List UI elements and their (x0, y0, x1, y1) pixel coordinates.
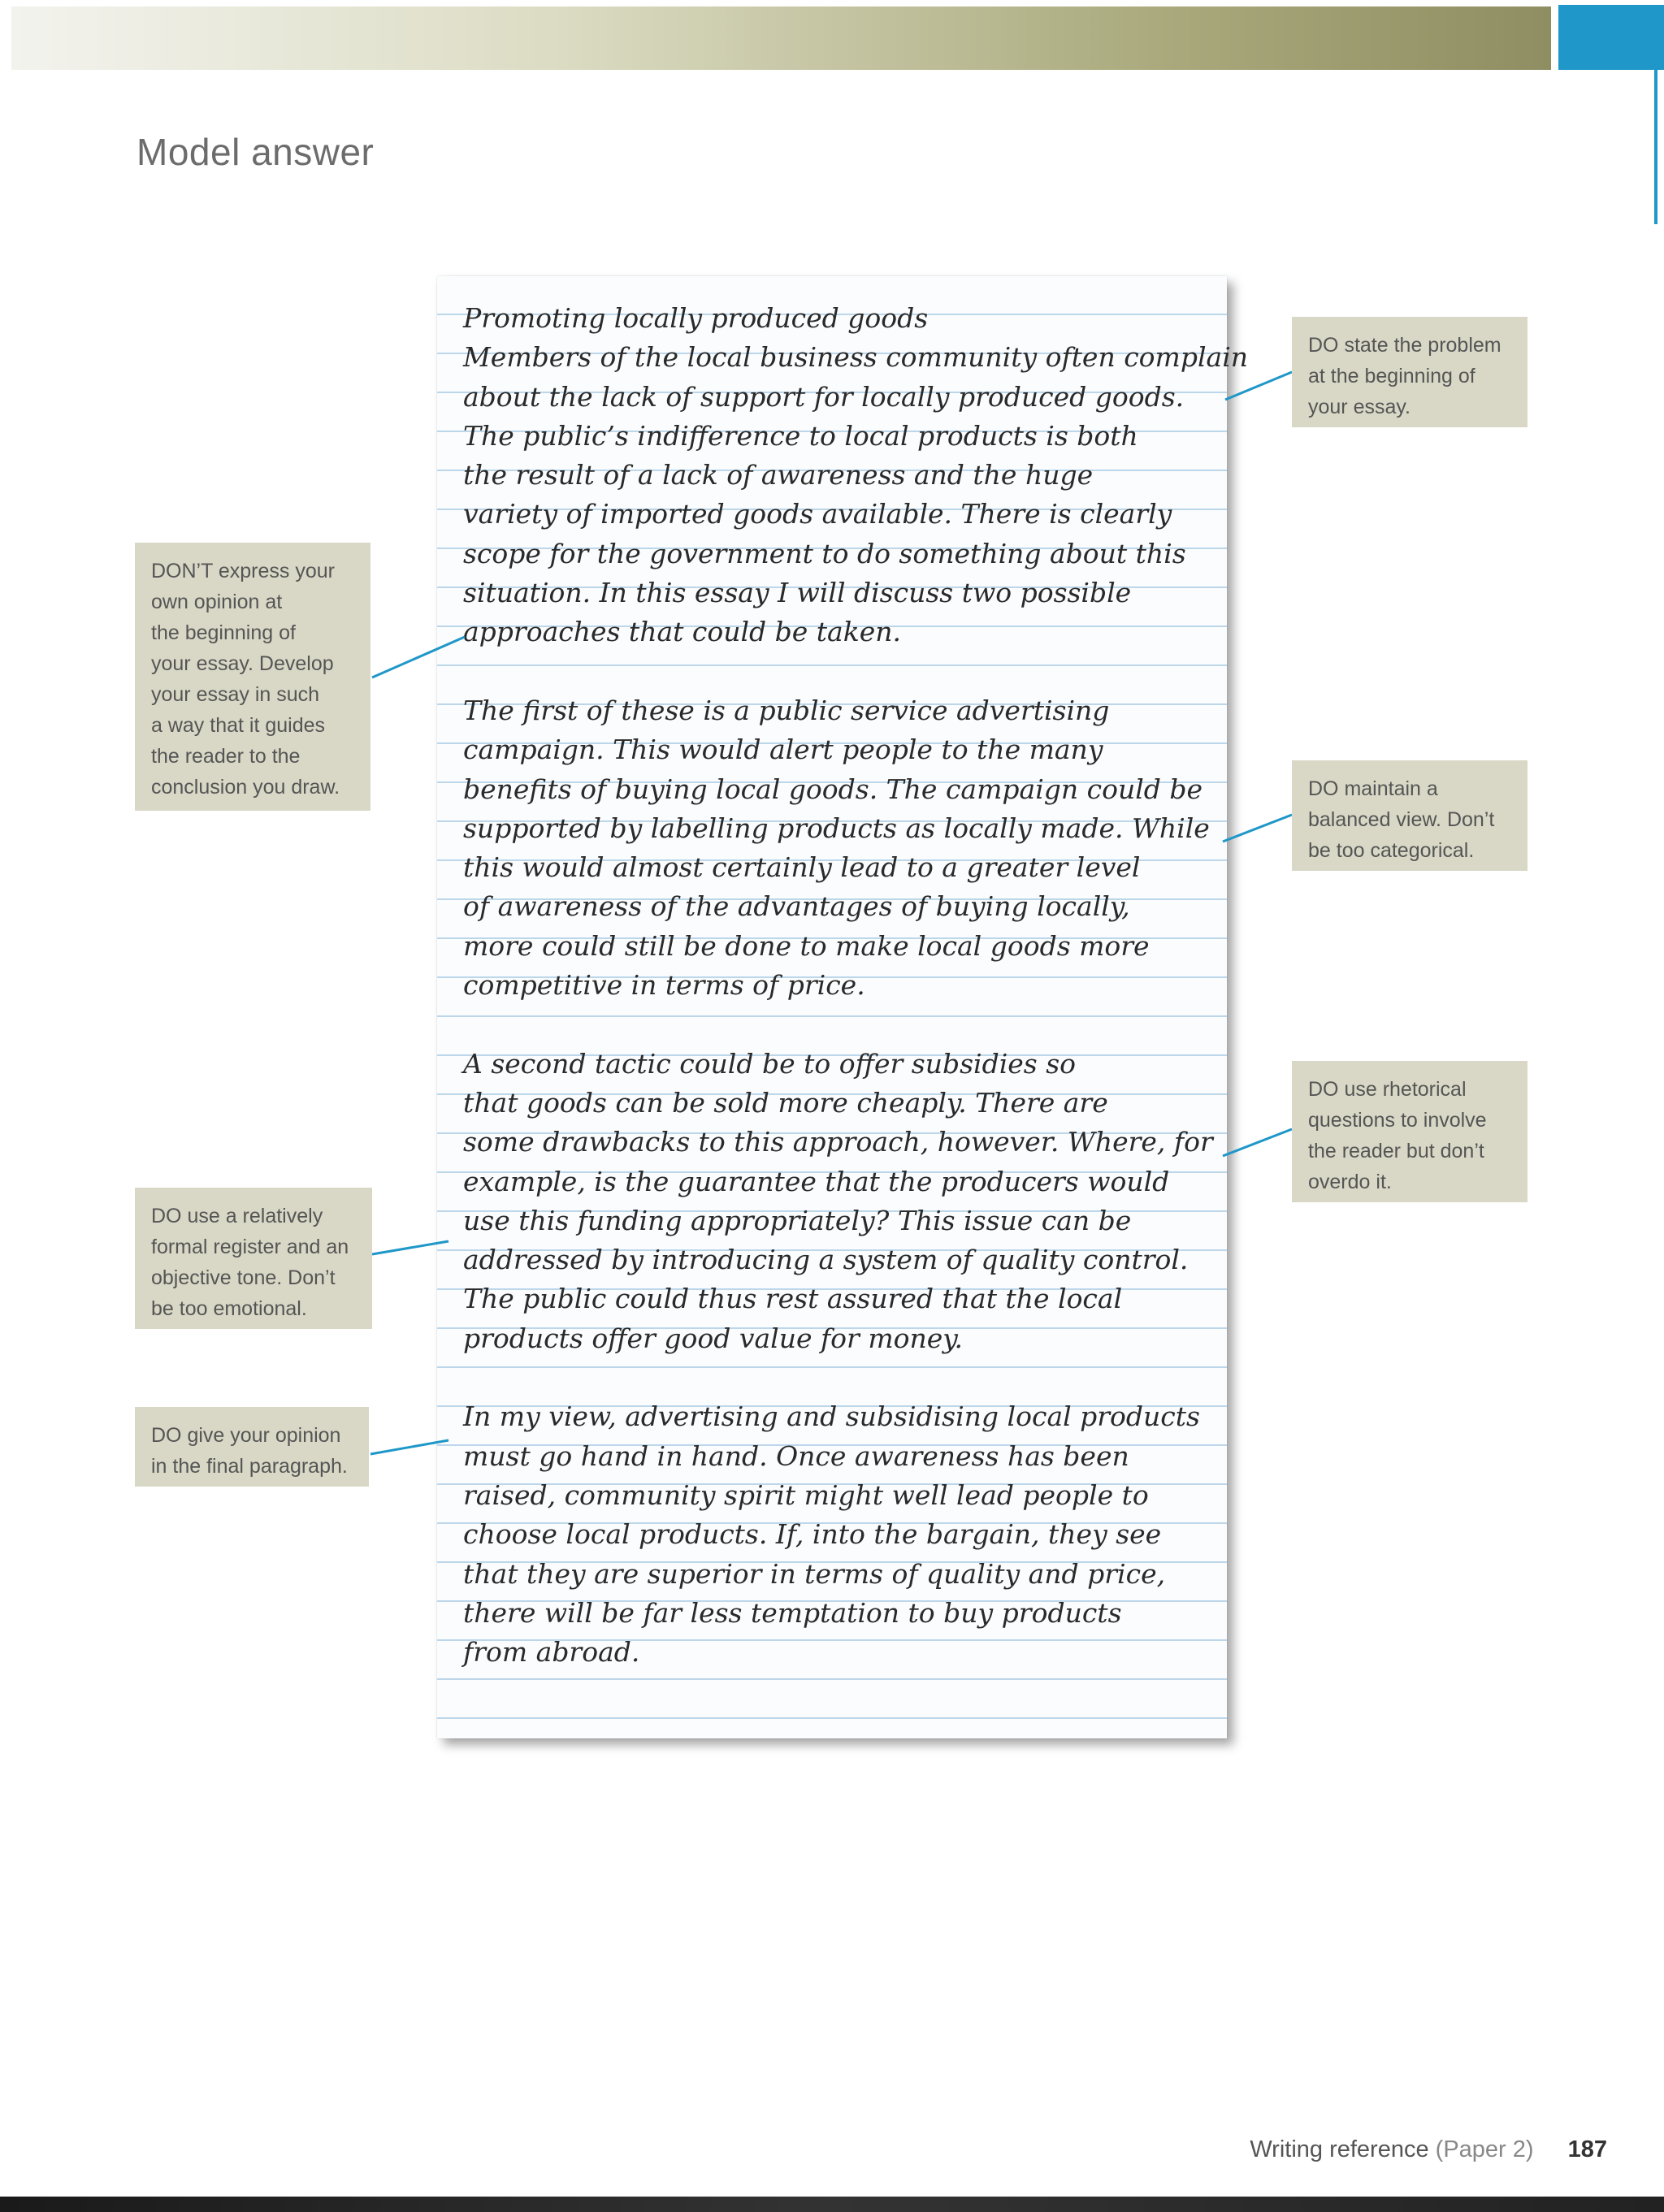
essay-line: approaches that could be taken. (463, 616, 901, 648)
essay-line: more could still be done to make local goods more (463, 929, 1150, 962)
essay-line: In my view, advertising and subsidising local products (463, 1400, 1200, 1433)
essay-line: A second tactic could be to offer subsidies so (463, 1047, 1077, 1080)
essay-line: scope for the government to do something about this (463, 537, 1186, 569)
essay-line: that goods can be sold more cheaply. There are (463, 1086, 1108, 1119)
essay-line: that they are superior in terms of quality and price, (463, 1557, 1166, 1590)
essay-line: choose local products. If, into the bargain, they see (463, 1518, 1162, 1551)
note-right-rhetorical: DO use rhetorical questions to involve the reader but don’t overdo it. (1292, 1061, 1528, 1202)
note-right-problem: DO state the problem at the beginning of your essay. (1292, 317, 1528, 427)
essay-line: there will be far less temptation to buy products (463, 1596, 1122, 1629)
note-left-opinion: DON’T express your own opinion at the beginning of your essay. Develop your essay in such a way that it guides the reader to the conclusion you draw. (135, 543, 370, 811)
essay-line: Promoting locally produced goods (463, 302, 929, 334)
connector-right-3 (1223, 1129, 1292, 1156)
connector-right-1 (1225, 372, 1292, 400)
connector-right-2 (1223, 815, 1292, 842)
essay-line: The public’s indifference to local products is both (463, 419, 1138, 452)
essay-line: products offer good value for money. (463, 1322, 964, 1354)
page-title: Model answer (136, 131, 375, 173)
essay-line: example, is the guarantee that the producers would (463, 1165, 1170, 1197)
page-footer (1250, 2136, 1607, 2163)
essay-line: Members of the local business community often complain (463, 341, 1249, 374)
essay-line: this would almost certainly lead to a greater level (463, 851, 1141, 884)
essay-line: raised, community spirit might well lead people to (463, 1478, 1149, 1511)
essay-line: supported by labelling products as locally made. While (463, 812, 1210, 844)
connector-left-1 (372, 637, 465, 677)
essay-line: variety of imported goods available. There is clearly (463, 498, 1172, 530)
essay-line: campaign. This would alert people to the many (463, 734, 1103, 766)
essay-line: competitive in terms of price. (463, 969, 865, 1002)
note-right-balanced: DO maintain a balanced view. Don’t be too categorical. (1292, 760, 1528, 871)
note-left-register: DO use a relatively formal register and an objective tone. Don’t be too emotional. (135, 1188, 372, 1329)
essay-line: must go hand in hand. Once awareness has been (463, 1439, 1129, 1472)
essay-line: about the lack of support for locally produced goods. (463, 380, 1185, 413)
footer-section: Writing reference (1250, 2136, 1429, 2162)
essay-line: The first of these is a public service advertising (463, 694, 1110, 726)
page-number: 187 (1567, 2136, 1607, 2162)
essay-line: from abroad. (463, 1636, 640, 1669)
essay-line: The public could thus rest assured that the local (463, 1283, 1123, 1315)
essay-line: benefits of buying local goods. The campaign could be (463, 773, 1203, 805)
connector-left-3 (370, 1440, 448, 1454)
note-left-final-opinion: DO give your opinion in the final paragraph. (135, 1407, 369, 1487)
essay-line: the result of a lack of awareness and the huge (463, 459, 1094, 491)
essay-line: use this funding appropriately? This issue can be (463, 1204, 1132, 1236)
essay-line: situation. In this essay I will discuss two possible (463, 577, 1132, 609)
essay-line: some drawbacks to this approach, however. Where, for (463, 1126, 1213, 1158)
essay-line: of awareness of the advantages of buying locally, (463, 890, 1130, 923)
bottom-bar (0, 2197, 1664, 2212)
connector-left-2 (372, 1241, 448, 1254)
footer-paper: (Paper 2) (1435, 2136, 1534, 2162)
essay-line: addressed by introducing a system of quality control. (463, 1244, 1189, 1276)
